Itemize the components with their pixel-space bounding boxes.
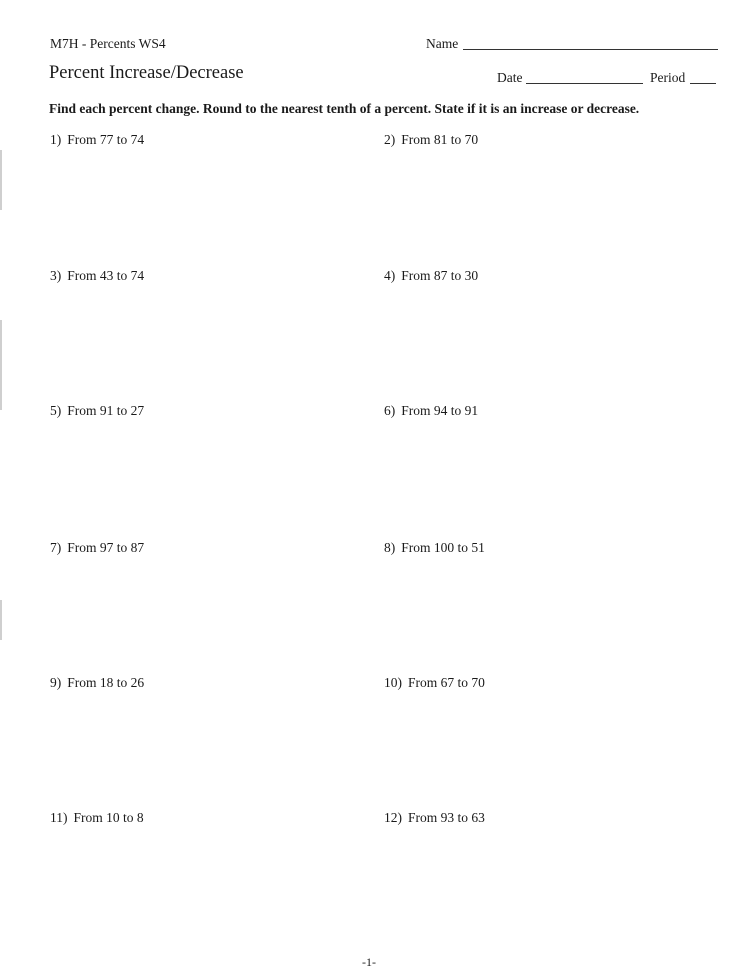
scan-edge-mark bbox=[0, 150, 2, 210]
problem-3 bbox=[50, 268, 144, 284]
problem-text: From 91 to 27 bbox=[67, 403, 145, 418]
problem-text: From 43 to 74 bbox=[67, 268, 145, 283]
problem-number: 5) bbox=[50, 403, 62, 418]
problem-2 bbox=[384, 132, 478, 148]
problem-number: 6) bbox=[384, 403, 396, 418]
name-label: Name bbox=[426, 36, 459, 51]
period-label: Period bbox=[650, 70, 686, 85]
period-blank[interactable] bbox=[690, 83, 716, 84]
course-label: M7H - Percents WS4 bbox=[50, 36, 166, 51]
page-number: -1- bbox=[362, 955, 376, 969]
problem-8 bbox=[384, 540, 485, 556]
problem-number: 11) bbox=[50, 810, 68, 825]
problem-text: From 97 to 87 bbox=[67, 540, 145, 555]
problem-number: 12) bbox=[384, 810, 402, 825]
problem-text: From 18 to 26 bbox=[67, 675, 145, 690]
problem-number: 4) bbox=[384, 268, 396, 283]
problem-text: From 94 to 91 bbox=[401, 403, 479, 418]
problem-12 bbox=[384, 810, 485, 826]
problem-number: 3) bbox=[50, 268, 62, 283]
problem-number: 9) bbox=[50, 675, 62, 690]
problem-4 bbox=[384, 268, 478, 284]
scan-edge-mark bbox=[0, 320, 2, 410]
worksheet-title: Percent Increase/Decrease bbox=[49, 63, 244, 83]
problem-text: From 93 to 63 bbox=[408, 810, 485, 825]
problem-5 bbox=[50, 403, 144, 419]
instructions: Find each percent change. Round to the nearest tenth of a percent. State if it is an increase or decrease. bbox=[49, 101, 640, 116]
problem-text: From 81 to 70 bbox=[401, 132, 479, 147]
problem-1 bbox=[50, 132, 144, 148]
problem-text: From 77 to 74 bbox=[67, 132, 145, 147]
problem-6 bbox=[384, 403, 478, 419]
problem-number: 7) bbox=[50, 540, 62, 555]
date-blank[interactable] bbox=[526, 83, 643, 84]
problem-9 bbox=[50, 675, 144, 691]
problem-7 bbox=[50, 540, 144, 556]
date-label: Date bbox=[497, 70, 523, 85]
name-blank[interactable] bbox=[463, 49, 718, 50]
problem-number: 8) bbox=[384, 540, 396, 555]
problem-number: 10) bbox=[384, 675, 402, 690]
problem-11 bbox=[50, 810, 144, 826]
problem-text: From 100 to 51 bbox=[401, 540, 485, 555]
problem-number: 1) bbox=[50, 132, 62, 147]
problem-text: From 67 to 70 bbox=[408, 675, 485, 690]
problem-number: 2) bbox=[384, 132, 396, 147]
problem-10 bbox=[384, 675, 485, 691]
scan-edge-mark bbox=[0, 600, 2, 640]
problem-text: From 10 to 8 bbox=[73, 810, 144, 825]
problem-text: From 87 to 30 bbox=[401, 268, 479, 283]
